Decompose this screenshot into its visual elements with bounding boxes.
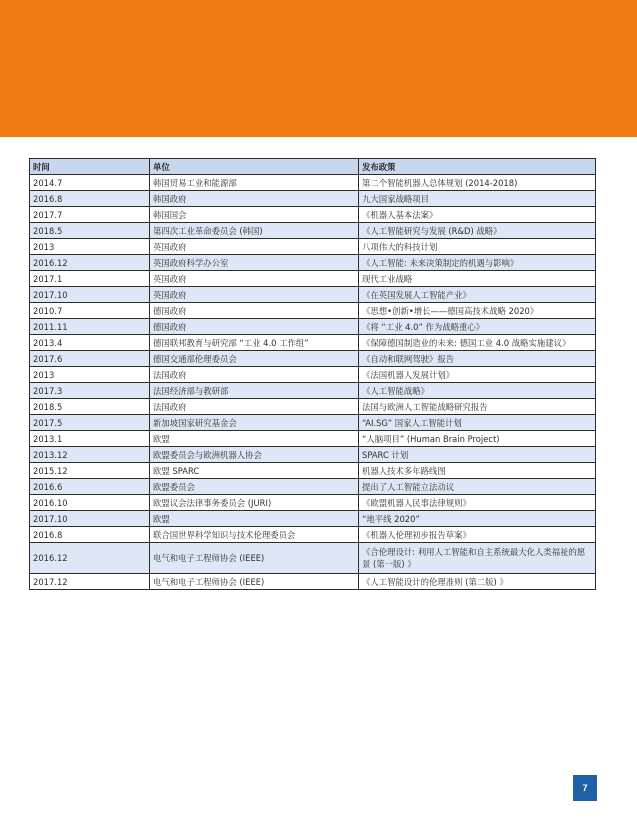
table-row (30, 175, 596, 191)
cell-policy: 《人工智能: 未来决策制定的机遇与影响》 (359, 255, 596, 271)
cell-time: 2017.10 (30, 287, 150, 303)
cell-time: 2013.4 (30, 335, 150, 351)
cell-unit: 电气和电子工程师协会 (IEEE) (150, 574, 359, 590)
table-row (30, 335, 596, 351)
table-row (30, 543, 596, 574)
cell-policy: 机器人技术多年路线图 (359, 463, 596, 479)
cell-unit: 欧盟委员会与欧洲机器人协会 (150, 447, 359, 463)
cell-unit: 德国政府 (150, 303, 359, 319)
table-row (30, 574, 596, 590)
cell-time: 2017.7 (30, 207, 150, 223)
cell-policy: 《在英国发展人工智能产业》 (359, 287, 596, 303)
table-row (30, 383, 596, 399)
cell-unit: 英国政府 (150, 287, 359, 303)
table-row (30, 511, 596, 527)
page-number: 7 (582, 783, 588, 793)
cell-unit: 法国经济部与教研部 (150, 383, 359, 399)
cell-time: 2017.10 (30, 511, 150, 527)
cell-time: 2017.12 (30, 574, 150, 590)
cell-policy: 第二个智能机器人总体规划 (2014-2018) (359, 175, 596, 191)
cell-policy: 《人工智能战略》 (359, 383, 596, 399)
cell-policy: “地平线 2020” (359, 511, 596, 527)
table-header-row (30, 159, 596, 175)
cell-time: 2013.12 (30, 447, 150, 463)
table-row (30, 479, 596, 495)
table-row (30, 415, 596, 431)
table-body (30, 175, 596, 590)
cell-unit: 新加坡国家研究基金会 (150, 415, 359, 431)
cell-unit: 韩国国会 (150, 207, 359, 223)
table-row (30, 431, 596, 447)
cell-policy: 《机器人基本法案》 (359, 207, 596, 223)
column-header-unit: 单位 (150, 159, 359, 175)
cell-time: 2017.6 (30, 351, 150, 367)
table-row (30, 207, 596, 223)
table-row (30, 447, 596, 463)
cell-time: 2016.10 (30, 495, 150, 511)
table-row (30, 367, 596, 383)
cell-time: 2016.8 (30, 527, 150, 543)
cell-unit: 韩国政府 (150, 191, 359, 207)
cell-policy: 《人工智能设计的伦理准则 (第二版) 》 (359, 574, 596, 590)
table-row (30, 223, 596, 239)
cell-time: 2010.7 (30, 303, 150, 319)
cell-policy: SPARC 计划 (359, 447, 596, 463)
cell-policy: 《机器人伦理初步报告草案》 (359, 527, 596, 543)
cell-policy: 九大国家战略项目 (359, 191, 596, 207)
column-header-time: 时间 (30, 159, 150, 175)
table-row (30, 351, 596, 367)
cell-policy: 现代工业战略 (359, 271, 596, 287)
cell-time: 2015.12 (30, 463, 150, 479)
table-row (30, 255, 596, 271)
cell-unit: 法国政府 (150, 367, 359, 383)
cell-unit: 英国政府科学办公室 (150, 255, 359, 271)
cell-time: 2016.6 (30, 479, 150, 495)
cell-time: 2016.12 (30, 543, 150, 574)
table-row (30, 287, 596, 303)
cell-policy: “人脑项目” (Human Brain Project) (359, 431, 596, 447)
table-row (30, 191, 596, 207)
table-row (30, 271, 596, 287)
cell-time: 2017.5 (30, 415, 150, 431)
cell-time: 2018.5 (30, 223, 150, 239)
table-row (30, 463, 596, 479)
policy-table (29, 158, 596, 590)
cell-time: 2016.8 (30, 191, 150, 207)
cell-policy: 《法国机器人发展计划》 (359, 367, 596, 383)
cell-time: 2013 (30, 239, 150, 255)
table-row (30, 495, 596, 511)
cell-policy: 提出了人工智能立法动议 (359, 479, 596, 495)
table-row (30, 319, 596, 335)
table-row (30, 303, 596, 319)
cell-unit: 欧盟 (150, 511, 359, 527)
cell-unit: 英国政府 (150, 239, 359, 255)
cell-policy: 《保障德国制造业的未来: 德国工业 4.0 战略实施建议》 (359, 335, 596, 351)
cell-unit: 联合国世界科学知识与技术伦理委员会 (150, 527, 359, 543)
cell-unit: 欧盟 (150, 431, 359, 447)
table-row (30, 527, 596, 543)
cell-policy: “AI.SG” 国家人工智能计划 (359, 415, 596, 431)
cell-time: 2018.5 (30, 399, 150, 415)
cell-policy: 《将 “工业 4.0” 作为战略重心》 (359, 319, 596, 335)
cell-unit: 欧盟议会法律事务委员会 (JURI) (150, 495, 359, 511)
cell-policy: 法国与欧洲人工智能战略研究报告 (359, 399, 596, 415)
table-row (30, 239, 596, 255)
cell-policy: 《自动和联网驾驶》报告 (359, 351, 596, 367)
cell-time: 2013 (30, 367, 150, 383)
cell-time: 2017.3 (30, 383, 150, 399)
cell-unit: 电气和电子工程师协会 (IEEE) (150, 543, 359, 574)
cell-unit: 德国交通部伦理委员会 (150, 351, 359, 367)
cell-time: 2016.12 (30, 255, 150, 271)
cell-unit: 欧盟 SPARC (150, 463, 359, 479)
cell-time: 2011.11 (30, 319, 150, 335)
cell-unit: 第四次工业革命委员会 (韩国) (150, 223, 359, 239)
cell-unit: 韩国贸易工业和能源部 (150, 175, 359, 191)
page-number-badge (573, 775, 597, 801)
cell-policy: 八项伟大的科技计划 (359, 239, 596, 255)
table-row (30, 399, 596, 415)
column-header-policy: 发布政策 (359, 159, 596, 175)
header-band (0, 0, 637, 137)
cell-time: 2017.1 (30, 271, 150, 287)
cell-time: 2014.7 (30, 175, 150, 191)
cell-unit: 欧盟委员会 (150, 479, 359, 495)
cell-unit: 德国政府 (150, 319, 359, 335)
cell-policy: 《合伦理设计: 利用人工智能和自主系统最大化人类福祉的愿景 (第一版) 》 (359, 543, 596, 574)
cell-policy: 《欧盟机器人民事法律规则》 (359, 495, 596, 511)
cell-time: 2013.1 (30, 431, 150, 447)
cell-unit: 英国政府 (150, 271, 359, 287)
cell-unit: 德国联邦教育与研究部 “工业 4.0 工作组” (150, 335, 359, 351)
cell-policy: 《思想•创新•增长——德国高技术战略 2020》 (359, 303, 596, 319)
cell-unit: 法国政府 (150, 399, 359, 415)
cell-policy: 《人工智能研究与发展 (R&D) 战略》 (359, 223, 596, 239)
